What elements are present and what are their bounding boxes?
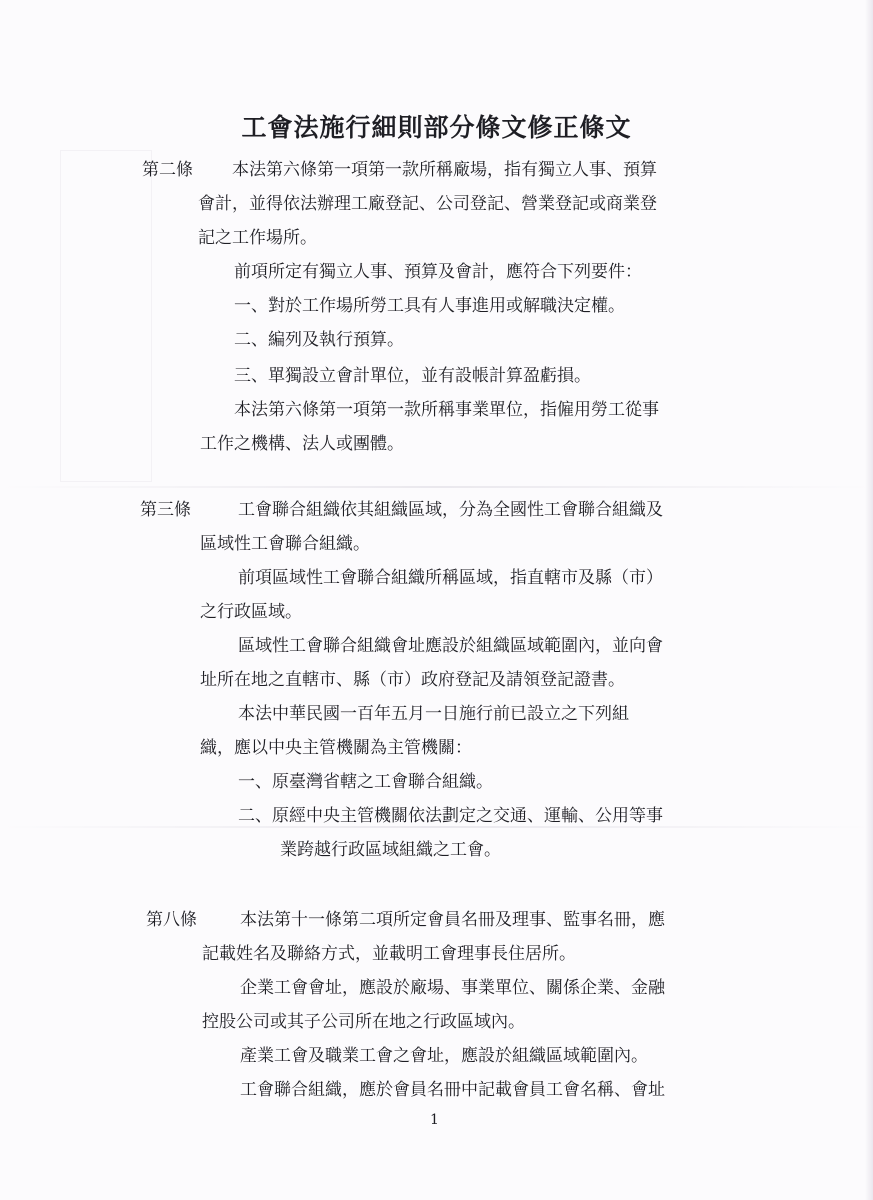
- article-label: 第八條: [146, 910, 197, 930]
- document-title: 工會法施行細則部分條文修正條文: [241, 113, 632, 142]
- article-line: 控股公司或其子公司所在地之行政區域內。: [202, 1012, 525, 1032]
- article-line: 本法第六條第一項第一款所稱事業單位，指僱用勞工從事: [234, 400, 659, 420]
- article-line: 區域性工會聯合組織會址應設於組織區域範圍內，並向會: [238, 636, 663, 656]
- article-line: 一、對於工作場所勞工具有人事進用或解職決定權。: [234, 296, 625, 316]
- article-line: 本法第十一條第二項所定會員名冊及理事、監事名冊，應: [240, 910, 665, 930]
- article-line: 之行政區域。: [200, 602, 302, 622]
- article-line: 產業工會及職業工會之會址，應設於組織區域範圍內。: [240, 1046, 648, 1066]
- article-line: 址所在地之直轄市、縣（市）政府登記及請領登記證書。: [200, 670, 625, 690]
- article-line: 二、編列及執行預算。: [234, 330, 404, 350]
- article-line: 業跨越行政區域組織之工會。: [280, 840, 501, 860]
- article-line: 前項區域性工會聯合組織所稱區域，指直轄市及縣（市）: [238, 568, 663, 588]
- article-line: 本法第六條第一項第一款所稱廠場，指有獨立人事、預算: [232, 160, 657, 180]
- paper-edge-shadow: [865, 0, 873, 1200]
- page-number: 1: [430, 1112, 439, 1128]
- article-line: 工會聯合組織，應於會員名冊中記載會員工會名稱、會址: [240, 1080, 665, 1100]
- article-line: 前項所定有獨立人事、預算及會計，應符合下列要件：: [234, 262, 642, 282]
- article-line: 二、原經中央主管機關依法劃定之交通、運輸、公用等事: [238, 806, 663, 826]
- article-line: 三、單獨設立會計單位，並有設帳計算盈虧損。: [234, 366, 591, 386]
- stamp-bleed-through: [60, 150, 152, 482]
- article-line: 一、原臺灣省轄之工會聯合組織。: [238, 772, 493, 792]
- article-line: 本法中華民國一百年五月一日施行前已設立之下列組: [238, 704, 629, 724]
- article-line: 記載姓名及聯絡方式，並載明工會理事長住居所。: [202, 944, 576, 964]
- article-line: 會計，並得依法辦理工廠登記、公司登記、營業登記或商業登: [198, 194, 657, 214]
- article-line: 工作之機構、法人或團體。: [200, 434, 404, 454]
- article-line: 企業工會會址，應設於廠場、事業單位、關係企業、金融: [240, 978, 665, 998]
- article-label: 第三條: [140, 500, 191, 520]
- article-line: 記之工作場所。: [198, 228, 317, 248]
- article-line: 工會聯合組織依其組織區域，分為全國性工會聯合組織及: [238, 500, 663, 520]
- article-line: 織，應以中央主管機關為主管機關：: [200, 738, 472, 758]
- paper-fold-line: [0, 486, 873, 488]
- article-line: 區域性工會聯合組織。: [200, 534, 370, 554]
- article-label: 第二條: [142, 160, 193, 180]
